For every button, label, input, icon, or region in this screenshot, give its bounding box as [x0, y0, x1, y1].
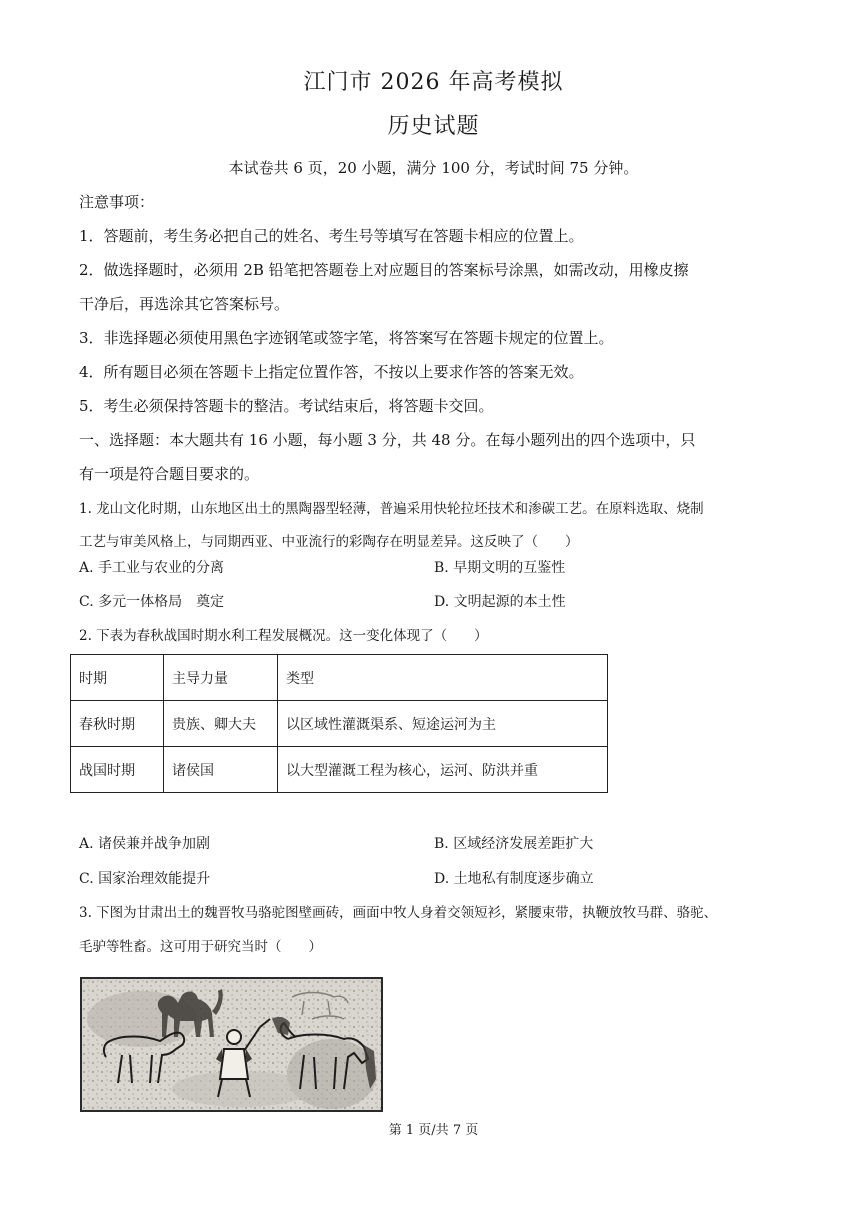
exam-title: 江门市 2026 年高考模拟	[303, 70, 564, 95]
table-cell: 诸侯国	[164, 747, 278, 793]
q1-stem: 1. 龙山文化时期，山东地区出土的黑陶器型轻薄，普遍采用快轮拉坯技术和渗碳工艺。在原料选取、烧制	[79, 501, 704, 517]
q1-option-a: A. 手工业与农业的分离	[79, 560, 225, 576]
mural-drawing	[82, 979, 381, 1110]
section-heading-cont: 有一项是符合题目要求的。	[79, 465, 260, 483]
q2-table	[70, 654, 608, 793]
q3-stem: 3. 下图为甘肃出土的魏晋牧马骆驼图壁画砖，画面中牧人身着交领短衫，紧腰束带，执鞭放牧马群、骆驼、	[79, 905, 718, 921]
table-row	[71, 747, 608, 793]
note-item-2-cont: 干净后，再选涂其它答案标号。	[79, 295, 290, 313]
table-cell: 以区域性灌溉渠系、短途运河为主	[278, 701, 608, 747]
page-footer: 第 1 页/共 7 页	[388, 1123, 479, 1138]
table-cell: 春秋时期	[71, 701, 164, 747]
q2-option-a: A. 诸侯兼并战争加剧	[79, 836, 211, 852]
note-item-4: 4．所有题目必须在答题卡上指定位置作答，不按以上要求作答的答案无效。	[79, 363, 584, 381]
table-header-row	[71, 655, 608, 701]
mural-brick-image	[80, 977, 383, 1112]
notes-heading: 注意事项：	[79, 193, 155, 211]
exam-info: 本试卷共 6 页，20 小题，满分 100 分，考试时间 75 分钟。	[228, 159, 639, 177]
note-item-1: 1．答题前，考生务必把自己的姓名、考生号等填写在答题卡相应的位置上。	[79, 227, 584, 245]
q1-option-c: C. 多元一体格局 奠定	[79, 594, 225, 610]
note-item-2: 2．做选择题时，必须用 2B 铅笔把答题卷上对应题目的答案标号涂黑，如需改动，用橡皮擦	[79, 261, 689, 279]
table-header-cell: 类型	[278, 655, 608, 701]
q1-option-d: D. 文明起源的本土性	[434, 594, 566, 610]
q2-stem: 2. 下表为春秋战国时期水利工程发展概况。这一变化体现了（ ）	[79, 628, 488, 644]
q1-stem-cont: 工艺与审美风格上，与同期西亚、中亚流行的彩陶存在明显差异。这反映了（ ）	[79, 534, 579, 550]
table-header-cell: 主导力量	[164, 655, 278, 701]
q2-option-d: D. 土地私有制度逐步确立	[434, 871, 594, 887]
q2-option-b: B. 区域经济发展差距扩大	[434, 836, 594, 852]
q2-option-c: C. 国家治理效能提升	[79, 871, 211, 887]
table-cell: 以大型灌溉工程为核心，运河、防洪并重	[278, 747, 608, 793]
q1-option-b: B. 早期文明的互鉴性	[434, 560, 566, 576]
note-item-5: 5．考生必须保持答题卡的整洁。考试结束后，将答题卡交回。	[79, 397, 494, 415]
q3-stem-cont: 毛驴等牲畜。这可用于研究当时（ ）	[79, 939, 322, 955]
table-cell: 战国时期	[71, 747, 164, 793]
table-cell: 贵族、卿大夫	[164, 701, 278, 747]
table-header-cell: 时期	[71, 655, 164, 701]
exam-subtitle: 历史试题	[387, 114, 480, 139]
table-row	[71, 701, 608, 747]
note-item-3: 3．非选择题必须使用黑色字迹钢笔或签字笔，将答案写在答题卡规定的位置上。	[79, 329, 614, 347]
section-heading: 一、选择题：本大题共有 16 小题，每小题 3 分，共 48 分。在每小题列出的四个选项中，只	[79, 431, 696, 449]
